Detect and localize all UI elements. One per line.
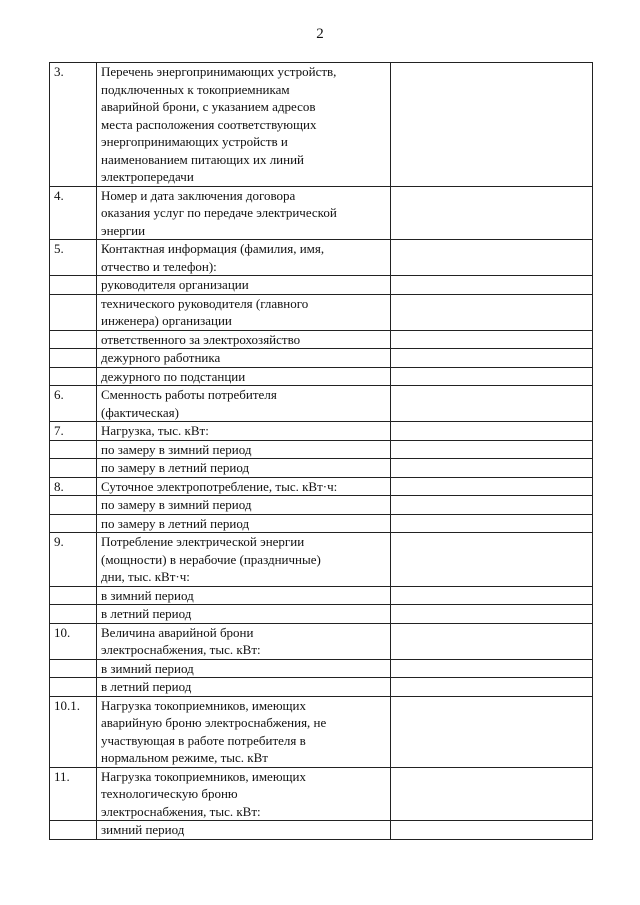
item-number-cell bbox=[50, 514, 97, 533]
table-row bbox=[50, 767, 593, 821]
description-line: отчество и телефон): bbox=[101, 258, 217, 274]
item-number-cell bbox=[50, 349, 97, 368]
description-line: ответственного за электрохозяйство bbox=[101, 331, 301, 347]
item-description-cell bbox=[97, 386, 391, 422]
item-number-cell: 7. bbox=[50, 422, 97, 441]
description-line: дежурного работника bbox=[101, 350, 221, 365]
table-row bbox=[50, 659, 593, 678]
description-line: Перечень энергопринимающих устройств, bbox=[101, 64, 337, 79]
table-row bbox=[50, 623, 593, 659]
item-value-cell[interactable] bbox=[391, 349, 593, 368]
description-line: Номер и дата заключения договора bbox=[101, 187, 296, 203]
item-number-cell: 10.1. bbox=[50, 696, 97, 767]
item-number-cell bbox=[50, 821, 97, 840]
table-row bbox=[50, 276, 593, 295]
energy-form-table bbox=[49, 62, 593, 840]
item-number-cell: 11. bbox=[50, 767, 97, 821]
item-value-cell[interactable] bbox=[391, 422, 593, 441]
item-value-cell[interactable] bbox=[391, 605, 593, 624]
description-line: участвующая в работе потребителя в bbox=[101, 732, 306, 748]
item-value-cell[interactable] bbox=[391, 330, 593, 349]
item-value-cell[interactable] bbox=[391, 367, 593, 386]
item-description-cell bbox=[97, 330, 391, 349]
item-value-cell[interactable] bbox=[391, 186, 593, 240]
item-number-cell: 10. bbox=[50, 623, 97, 659]
item-description-cell bbox=[97, 294, 391, 330]
item-value-cell[interactable] bbox=[391, 659, 593, 678]
form-table-body bbox=[50, 63, 593, 840]
item-value-cell[interactable] bbox=[391, 821, 593, 840]
item-number-cell bbox=[50, 659, 97, 678]
item-value-cell[interactable] bbox=[391, 623, 593, 659]
description-line: места расположения соответствующих bbox=[101, 116, 317, 132]
table-row bbox=[50, 696, 593, 767]
description-line: руководителя организации bbox=[101, 277, 249, 292]
description-line: наименованием питающих их линий bbox=[101, 151, 305, 167]
description-line: Потребление электрической энергии bbox=[101, 534, 305, 549]
description-line: по замеру в зимний период bbox=[101, 497, 252, 512]
description-line: в зимний период bbox=[101, 660, 194, 676]
description-line: зимний период bbox=[101, 822, 185, 837]
item-number-cell bbox=[50, 367, 97, 386]
item-number-cell bbox=[50, 459, 97, 478]
item-number-cell bbox=[50, 330, 97, 349]
item-description-cell bbox=[97, 422, 391, 441]
table-row bbox=[50, 678, 593, 697]
item-number-cell: 6. bbox=[50, 386, 97, 422]
item-number-cell: 9. bbox=[50, 533, 97, 587]
description-line: по замеру в летний период bbox=[101, 515, 250, 531]
table-row bbox=[50, 496, 593, 515]
item-value-cell[interactable] bbox=[391, 586, 593, 605]
description-line: оказания услуг по передаче электрической bbox=[101, 205, 337, 220]
table-row bbox=[50, 186, 593, 240]
description-line: Нагрузка, тыс. кВт: bbox=[101, 423, 209, 438]
table-row bbox=[50, 294, 593, 330]
item-value-cell[interactable] bbox=[391, 440, 593, 459]
table-row bbox=[50, 367, 593, 386]
table-row bbox=[50, 422, 593, 441]
item-number-cell: 8. bbox=[50, 477, 97, 496]
description-line: по замеру в летний период bbox=[101, 460, 250, 475]
table-row bbox=[50, 514, 593, 533]
item-value-cell[interactable] bbox=[391, 386, 593, 422]
description-line: по замеру в зимний период bbox=[101, 441, 252, 457]
description-line: Сменность работы потребителя bbox=[101, 387, 277, 402]
description-line: технологическую броню bbox=[101, 786, 238, 801]
description-line: (фактическая) bbox=[101, 404, 179, 420]
item-description-cell bbox=[97, 623, 391, 659]
item-number-cell bbox=[50, 294, 97, 330]
description-line: электроснабжения, тыс. кВт: bbox=[101, 803, 261, 819]
item-description-cell bbox=[97, 767, 391, 821]
item-description-cell bbox=[97, 659, 391, 678]
item-number-cell bbox=[50, 496, 97, 515]
description-line: в летний период bbox=[101, 679, 192, 694]
item-description-cell bbox=[97, 533, 391, 587]
item-number-cell: 5. bbox=[50, 240, 97, 276]
description-line: (мощности) в нерабочие (праздничные) bbox=[101, 551, 321, 567]
description-line: энергии bbox=[101, 222, 146, 238]
item-number-cell: 4. bbox=[50, 186, 97, 240]
item-description-cell bbox=[97, 349, 391, 368]
table-row bbox=[50, 533, 593, 587]
table-row bbox=[50, 459, 593, 478]
item-description-cell bbox=[97, 186, 391, 240]
item-number-cell bbox=[50, 678, 97, 697]
item-value-cell[interactable] bbox=[391, 496, 593, 515]
item-value-cell[interactable] bbox=[391, 477, 593, 496]
item-value-cell[interactable] bbox=[391, 294, 593, 330]
item-number-cell: 3. bbox=[50, 63, 97, 187]
description-line: аварийной брони, с указанием адресов bbox=[101, 99, 316, 114]
table-row bbox=[50, 330, 593, 349]
item-number-cell bbox=[50, 586, 97, 605]
item-description-cell bbox=[97, 240, 391, 276]
description-line: дежурного по подстанции bbox=[101, 368, 246, 384]
description-line: аварийную броню электроснабжения, не bbox=[101, 715, 327, 730]
item-description-cell bbox=[97, 459, 391, 478]
table-row bbox=[50, 605, 593, 624]
item-value-cell[interactable] bbox=[391, 459, 593, 478]
item-value-cell[interactable] bbox=[391, 696, 593, 767]
table-row bbox=[50, 240, 593, 276]
table-row bbox=[50, 440, 593, 459]
description-line: Нагрузка токоприемников, имеющих bbox=[101, 697, 307, 713]
description-line: электроснабжения, тыс. кВт: bbox=[101, 642, 261, 657]
item-description-cell bbox=[97, 63, 391, 187]
item-number-cell bbox=[50, 276, 97, 295]
description-line: энергопринимающих устройств и bbox=[101, 134, 288, 149]
item-number-cell bbox=[50, 605, 97, 624]
item-description-cell bbox=[97, 496, 391, 515]
description-line: инженера) организации bbox=[101, 313, 232, 328]
description-line: дни, тыс. кВт·ч: bbox=[101, 569, 190, 584]
table-row bbox=[50, 63, 593, 187]
item-value-cell[interactable] bbox=[391, 63, 593, 187]
description-line: нормальном режиме, тыс. кВт bbox=[101, 750, 268, 765]
item-value-cell[interactable] bbox=[391, 240, 593, 276]
item-description-cell bbox=[97, 586, 391, 605]
description-line: технического руководителя (главного bbox=[101, 295, 309, 311]
description-line: в летний период bbox=[101, 606, 192, 621]
item-description-cell bbox=[97, 477, 391, 496]
item-description-cell bbox=[97, 678, 391, 697]
item-description-cell bbox=[97, 514, 391, 533]
item-description-cell bbox=[97, 367, 391, 386]
item-description-cell bbox=[97, 821, 391, 840]
table-row bbox=[50, 477, 593, 496]
description-line: в зимний период bbox=[101, 587, 194, 603]
description-line: Нагрузка токоприемников, имеющих bbox=[101, 768, 307, 784]
item-description-cell bbox=[97, 276, 391, 295]
item-description-cell bbox=[97, 605, 391, 624]
table-row bbox=[50, 349, 593, 368]
page-number: 2 bbox=[316, 26, 324, 42]
description-line: электропередачи bbox=[101, 169, 194, 184]
description-line: Контактная информация (фамилия, имя, bbox=[101, 241, 325, 256]
table-row bbox=[50, 386, 593, 422]
item-description-cell bbox=[97, 440, 391, 459]
item-value-cell[interactable] bbox=[391, 533, 593, 587]
item-description-cell bbox=[97, 696, 391, 767]
description-line: подключенных к токоприемникам bbox=[101, 81, 290, 97]
description-line: Суточное электропотребление, тыс. кВт·ч: bbox=[101, 478, 338, 494]
item-value-cell[interactable] bbox=[391, 514, 593, 533]
item-value-cell[interactable] bbox=[391, 678, 593, 697]
item-value-cell[interactable] bbox=[391, 767, 593, 821]
item-number-cell bbox=[50, 440, 97, 459]
table-row bbox=[50, 586, 593, 605]
table-row bbox=[50, 821, 593, 840]
description-line: Величина аварийной брони bbox=[101, 624, 254, 640]
item-value-cell[interactable] bbox=[391, 276, 593, 295]
